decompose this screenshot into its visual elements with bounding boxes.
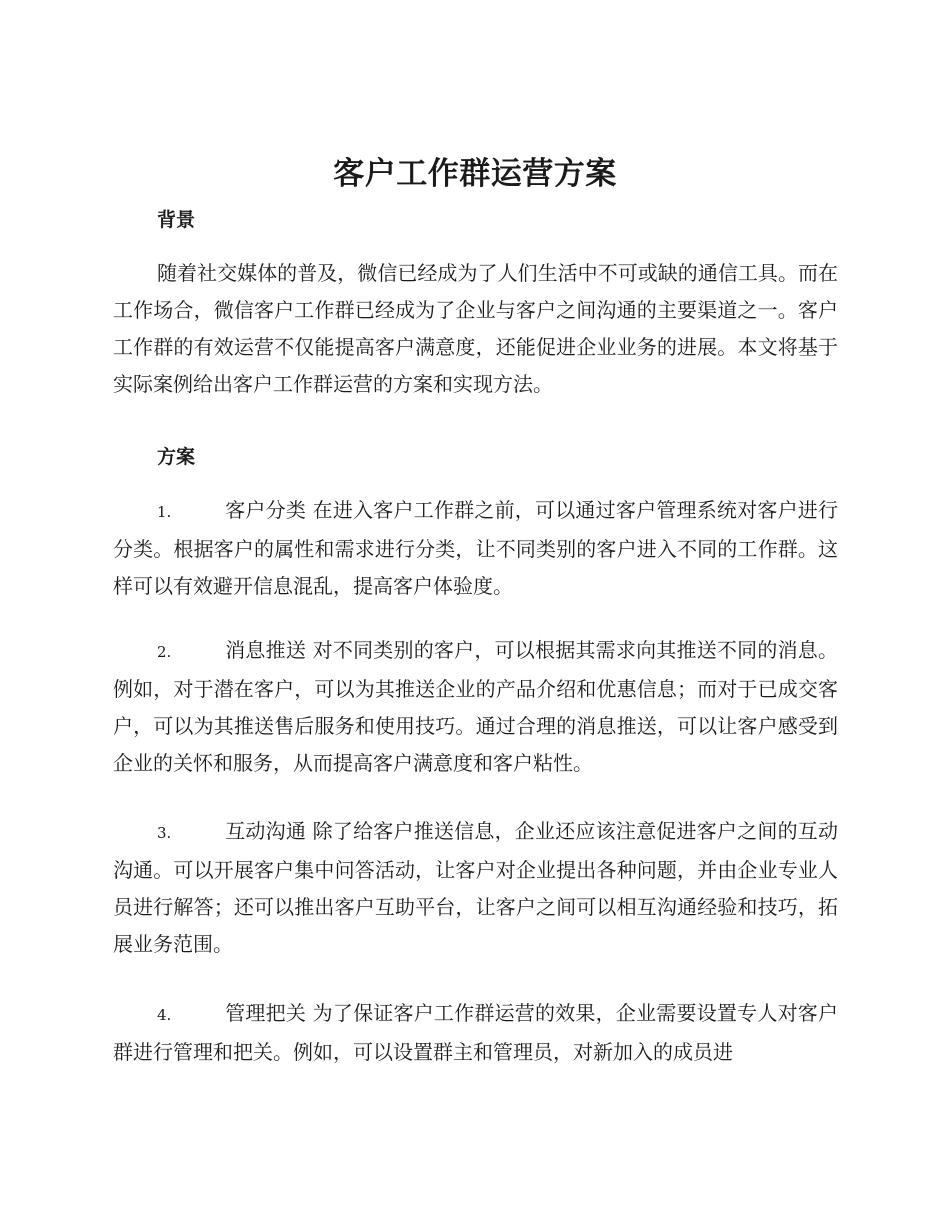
section-heading-plan: 方案 — [157, 446, 196, 468]
plan-item-text: 客户分类 在进入客户工作群之前，可以通过客户管理系统对客户进行分类。根据客户的属性和需求进行分类，让不同类别的客户进入不同的工作群。这样可以有效避开信息混乱，提高客户体验度。 — [113, 498, 838, 598]
plan-item-number: 2. — [157, 643, 172, 661]
plan-item-number: 3. — [157, 824, 172, 842]
plan-item — [113, 813, 838, 963]
plan-item-number: 1. — [157, 503, 172, 521]
plan-item — [113, 995, 838, 1071]
plan-item — [113, 492, 838, 605]
plan-item — [113, 632, 838, 782]
document-title: 客户工作群运营方案 — [333, 156, 617, 192]
plan-item-number: 4. — [157, 1006, 172, 1024]
plan-item-text: 互动沟通 除了给客户推送信息，企业还应该注意促进客户之间的互动沟通。可以开展客户集中问答活动，让客户对企业提出各种问题，并由企业专业人员进行解答；还可以推出客户互助平台，让客户之间可以相互沟通经验和技巧，拓展业务范围。 — [113, 819, 838, 956]
background-paragraph: 随着社交媒体的普及，微信已经成为了人们生活中不可或缺的通信工具。而在工作场合，微信客户工作群已经成为了企业与客户之间沟通的主要渠道之一。客户工作群的有效运营不仅能提高客户满意度，还能促进企业业务的进展。本文将基于实际案例给出客户工作群运营的方案和实现方法。 — [113, 261, 838, 396]
plan-item-text: 消息推送 对不同类别的客户，可以根据其需求向其推送不同的消息。例如，对于潜在客户，可以为其推送企业的产品介绍和优惠信息；而对于已成交客户，可以为其推送售后服务和使用技巧。通过合理的消息推送，可以让客户感受到企业的关怀和服务，从而提高客户满意度和客户粘性。 — [113, 638, 838, 775]
section-heading-background: 背景 — [157, 209, 196, 231]
plan-item-text: 管理把关 为了保证客户工作群运营的效果，企业需要设置专人对客户群进行管理和把关。例如，可以设置群主和管理员，对新加入的成员进 — [113, 1001, 838, 1064]
